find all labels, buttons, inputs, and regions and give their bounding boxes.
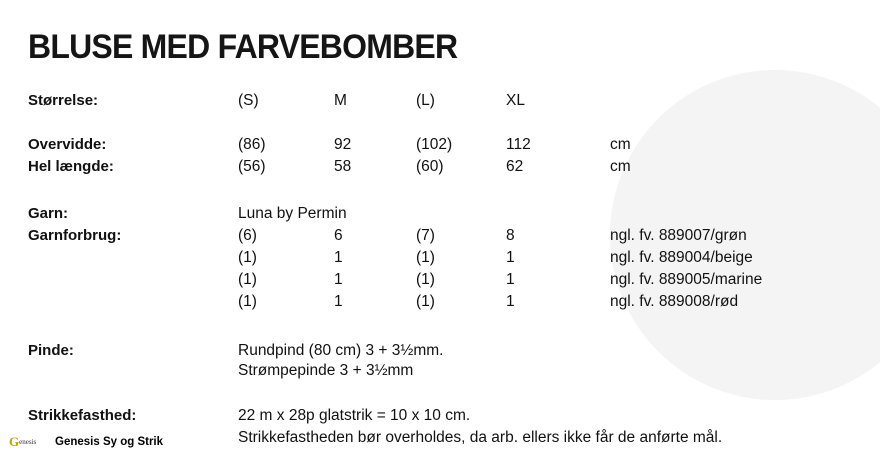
garnforbrug-color: ngl. fv. 889008/rød: [610, 293, 739, 310]
garnforbrug-cell: (1): [416, 293, 435, 310]
overvidde-label: Overvidde:: [28, 136, 107, 153]
hel-laengde-unit: cm: [610, 158, 631, 175]
size-xl: XL: [506, 92, 525, 109]
strikkefasthed-label: Strikkefasthed:: [28, 407, 137, 424]
overvidde-m: 92: [334, 136, 352, 153]
strikkefasthed-line: Strikkefastheden bør overholdes, da arb. ellers ikke får de anførte mål.: [238, 429, 723, 446]
size-s: (S): [238, 92, 259, 109]
garnforbrug-cell: (1): [416, 249, 435, 266]
garn-label: Garn:: [28, 205, 69, 222]
garnforbrug-cell: 1: [506, 271, 515, 288]
overvidde-xl: 112: [506, 136, 531, 153]
garnforbrug-color: ngl. fv. 889007/grøn: [610, 227, 747, 244]
garnforbrug-cell: (6): [238, 227, 257, 244]
overvidde-unit: cm: [610, 136, 631, 153]
size-label: Størrelse:: [28, 92, 99, 109]
hel-laengde-label: Hel længde:: [28, 158, 114, 175]
overvidde-l: (102): [416, 136, 453, 153]
hel-laengde-xl: 62: [506, 158, 524, 175]
garnforbrug-cell: 8: [506, 227, 515, 244]
garnforbrug-cell: (1): [238, 271, 257, 288]
strikkefasthed-line: 22 m x 28p glatstrik = 10 x 10 cm.: [238, 407, 471, 424]
garnforbrug-cell: 6: [334, 227, 343, 244]
hel-laengde-s: (56): [238, 158, 266, 175]
garnforbrug-cell: (7): [416, 227, 435, 244]
pinde-line: Rundpind (80 cm) 3 + 3½mm.: [238, 342, 444, 359]
garnforbrug-cell: 1: [506, 293, 515, 310]
genesis-logo-icon: Genesis: [9, 434, 37, 449]
garnforbrug-color: ngl. fv. 889004/beige: [610, 249, 753, 266]
pinde-line: Strømpepinde 3 + 3½mm: [238, 362, 414, 379]
overvidde-s: (86): [238, 136, 266, 153]
garnforbrug-cell: 1: [506, 249, 515, 266]
garnforbrug-cell: (1): [238, 293, 257, 310]
garnforbrug-label: Garnforbrug:: [28, 227, 122, 244]
garn-value: Luna by Permin: [238, 205, 347, 222]
garnforbrug-cell: (1): [416, 271, 435, 288]
footer-logo: [0, 428, 190, 456]
page-title: BLUSE MED FARVEBOMBER: [28, 28, 458, 66]
garnforbrug-color: ngl. fv. 889005/marine: [610, 271, 763, 288]
pinde-label: Pinde:: [28, 342, 74, 359]
garnforbrug-cell: 1: [334, 271, 343, 288]
garnforbrug-cell: 1: [334, 249, 343, 266]
footer-text: Genesis Sy og Strik: [55, 436, 164, 448]
size-l: (L): [416, 92, 435, 109]
garnforbrug-cell: (1): [238, 249, 257, 266]
hel-laengde-l: (60): [416, 158, 444, 175]
size-m: M: [334, 92, 347, 109]
hel-laengde-m: 58: [334, 158, 352, 175]
garnforbrug-cell: 1: [334, 293, 343, 310]
